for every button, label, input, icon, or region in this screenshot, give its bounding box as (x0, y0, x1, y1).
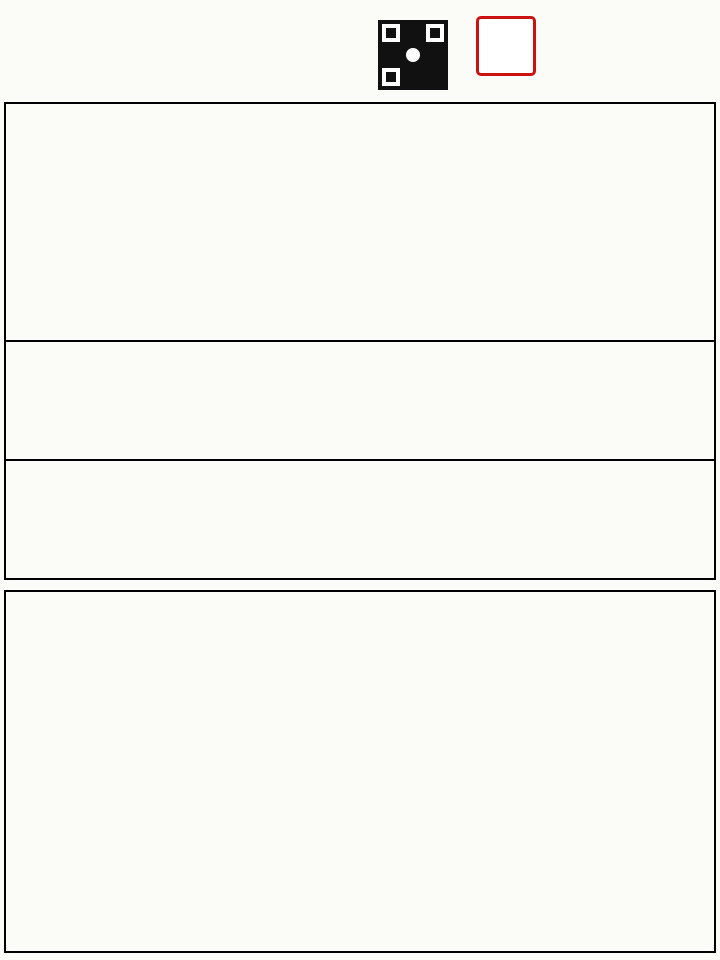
contact-line (10, 38, 370, 53)
address-line (10, 53, 370, 68)
seal-logo (476, 16, 536, 76)
dai-van-row-2 (4, 460, 716, 580)
qr-code[interactable] (378, 20, 448, 90)
header-info (10, 8, 370, 83)
annual-luck-grid (4, 590, 716, 953)
phone-email-line[interactable] (10, 68, 370, 83)
four-pillars-panel (4, 102, 716, 342)
subject-gender (10, 23, 370, 38)
subject-name (10, 8, 370, 23)
dai-van-row-1 (4, 341, 716, 461)
